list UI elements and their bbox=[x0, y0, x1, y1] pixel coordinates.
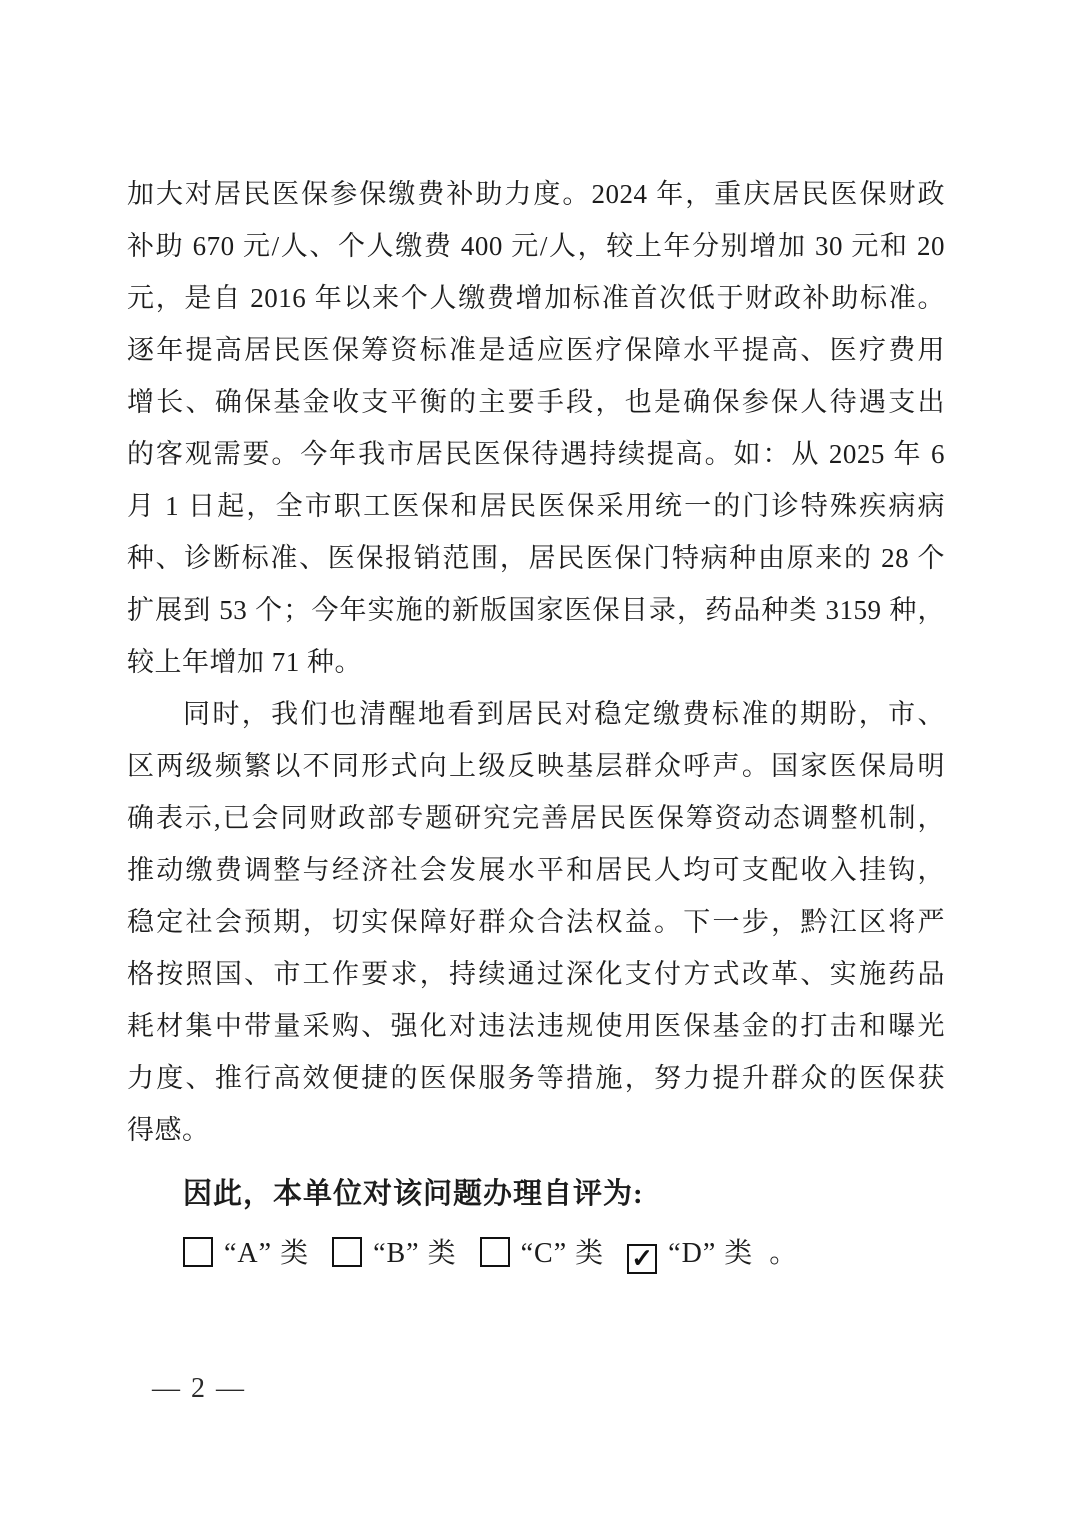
option-label: “B” 类 bbox=[373, 1238, 457, 1269]
body-line: 推动缴费调整与经济社会发展水平和居民人均可支配收入挂钩， bbox=[127, 855, 945, 885]
body-line: 逐年提高居民医保筹资标准是适应医疗保障水平提高、医疗费用 bbox=[127, 335, 945, 365]
body-line: 的客观需要。今年我市居民医保待遇持续提高。如：从 2025 年 6 bbox=[127, 439, 945, 469]
option-label: “C” 类 bbox=[520, 1238, 605, 1269]
body-line: 种、诊断标准、医保报销范围，居民医保门特病种由原来的 28 个 bbox=[127, 543, 945, 573]
body-line: 区两级频繁以不同形式向上级反映基层群众呼声。国家医保局明 bbox=[127, 751, 945, 781]
self-rating-heading: 因此，本单位对该问题办理自评为: bbox=[183, 1178, 644, 1210]
rating-option-b[interactable] bbox=[332, 1228, 457, 1280]
checkbox-unchecked-icon[interactable] bbox=[480, 1237, 510, 1267]
paragraph-1 bbox=[127, 168, 945, 688]
body-line: 增长、确保基金收支平衡的主要手段，也是确保参保人待遇支出 bbox=[127, 387, 945, 417]
body-line: 元，是自 2016 年以来个人缴费增加标准首次低于财政补助标准。 bbox=[127, 283, 945, 313]
body-line: 耗材集中带量采购、强化对违法违规使用医保基金的打击和曝光 bbox=[127, 1011, 945, 1041]
body-line: 确表示,已会同财政部专题研究完善居民医保筹资动态调整机制， bbox=[127, 803, 945, 833]
body-line: 加大对居民医保参保缴费补助力度。2024 年，重庆居民医保财政 bbox=[127, 179, 945, 209]
body-line: 稳定社会预期，切实保障好群众合法权益。下一步，黔江区将严 bbox=[127, 907, 945, 937]
body-line: 同时，我们也清醒地看到居民对稳定缴费标准的期盼，市、 bbox=[183, 699, 945, 729]
rating-option-a[interactable] bbox=[183, 1228, 309, 1280]
self-rating-options bbox=[127, 1228, 945, 1280]
body-line: 月 1 日起，全市职工医保和居民医保采用统一的门诊特殊疾病病 bbox=[127, 491, 945, 521]
rating-option-d[interactable] bbox=[627, 1228, 753, 1280]
paragraph-2 bbox=[127, 688, 945, 1156]
checkbox-checked-icon[interactable]: ✓ bbox=[627, 1244, 657, 1274]
rating-option-c[interactable] bbox=[480, 1228, 605, 1280]
page-number: — 2 — bbox=[152, 1373, 246, 1404]
body-line: 扩展到 53 个；今年实施的新版国家医保目录，药品种类 3159 种， bbox=[127, 595, 945, 625]
body-line: 较上年增加 71 种。 bbox=[127, 647, 362, 677]
option-label: “D” 类 bbox=[668, 1238, 754, 1269]
checkbox-unchecked-icon[interactable] bbox=[332, 1237, 362, 1267]
options-suffix: 。 bbox=[769, 1238, 798, 1269]
body-line: 得感。 bbox=[127, 1115, 210, 1145]
body-line: 力度、推行高效便捷的医保服务等措施，努力提升群众的医保获 bbox=[127, 1063, 945, 1093]
body-line: 格按照国、市工作要求，持续通过深化支付方式改革、实施药品 bbox=[127, 959, 945, 989]
body-line: 补助 670 元/人、个人缴费 400 元/人，较上年分别增加 30 元和 20 bbox=[127, 231, 945, 261]
option-label: “A” 类 bbox=[224, 1238, 310, 1269]
document-body bbox=[127, 168, 945, 1280]
checkbox-unchecked-icon[interactable] bbox=[183, 1237, 213, 1267]
